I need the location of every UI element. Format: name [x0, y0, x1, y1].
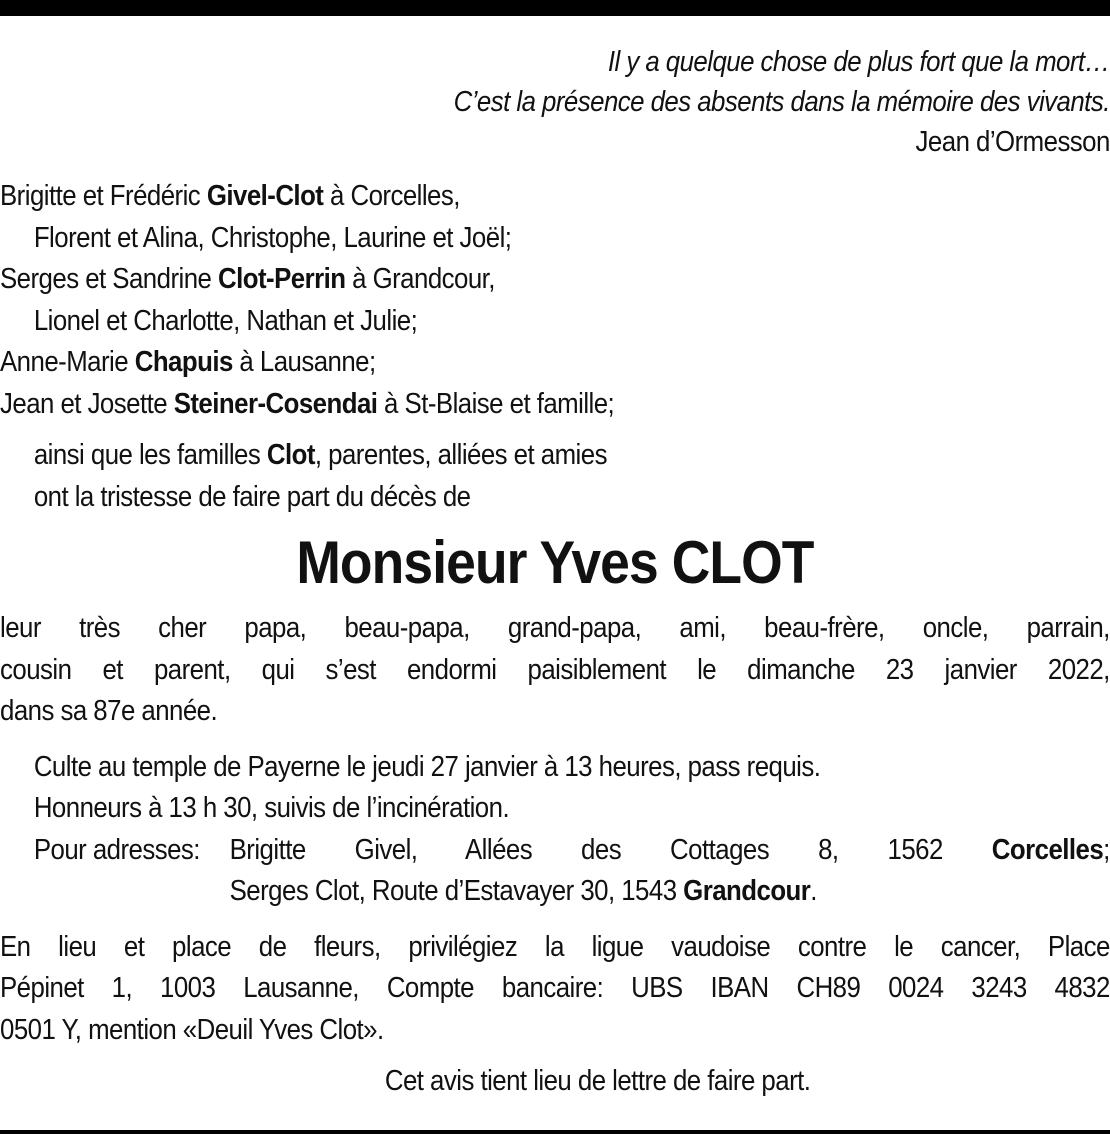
quote-line-1: Il y a quelque chose de plus fort que la mort…	[607, 46, 1110, 78]
top-border	[0, 0, 1110, 16]
description	[0, 608, 1110, 733]
family-surname: Steiner-Cosendai	[173, 387, 378, 420]
closing-note: Cet avis tient lieu de lettre de faire part.	[384, 1065, 811, 1097]
address-line: Serges Clot, Route d’Estavayer 30, 1543 Grandcour.	[229, 875, 817, 907]
deceased-name: Monsieur Yves CLOT	[296, 529, 814, 596]
family-surname: Chapuis	[134, 346, 233, 378]
donation-line: Pépinet 1, 1003 Lausanne, Compte bancaire: UBS IBAN CH89 0024 3243 4832	[0, 972, 1110, 1004]
address-locality: Grandcour	[683, 875, 811, 907]
family-surname: Clot	[266, 439, 315, 471]
donation-line: 0501 Y, mention «Deuil Yves Clot».	[0, 1013, 384, 1046]
family-children: Florent et Alina, Christophe, Laurine et Joël;	[33, 221, 512, 254]
description-line: dans sa 87e année.	[0, 695, 218, 727]
address-line: Brigitte Givel, Allées des Cottages 8, 1562 Corcelles;	[229, 833, 1110, 866]
epigraph	[0, 42, 1110, 162]
quote-line-2: C’est la présence des absents dans la mémoire des vivants.	[453, 86, 1110, 118]
also-families: ainsi que les familles Clot, parentes, alliées et amies	[33, 439, 607, 471]
description-line: leur très cher papa, beau-papa, grand-papa, ami, beau-frère, oncle, parrain,	[0, 612, 1110, 644]
family-line: Jean et Josette Steiner-Cosendai à St-Blaise et famille;	[0, 387, 615, 420]
bottom-border	[0, 1130, 1110, 1134]
quote-author: Jean d’Ormesson	[915, 126, 1110, 158]
family-list	[0, 176, 1110, 425]
addresses	[0, 830, 1110, 913]
family-surname: Clot-Perrin	[217, 263, 346, 295]
ceremony-line: Honneurs à 13 h 30, suivis de l’incinération.	[33, 792, 510, 824]
ceremony-line: Culte au temple de Payerne le jeudi 27 janvier à 13 heures, pass requis.	[33, 750, 821, 783]
donation-info	[0, 927, 1110, 1052]
description-line: cousin et parent, qui s’est endormi paisiblement le dimanche 23 janvier 2022,	[0, 653, 1110, 686]
announcement	[0, 435, 1110, 518]
announcement-text: ont la tristesse de faire part du décès de	[33, 480, 471, 513]
obituary-notice	[0, 42, 1110, 1103]
family-children: Lionel et Charlotte, Nathan et Julie;	[33, 304, 418, 337]
address-locality: Corcelles	[991, 833, 1104, 866]
ceremony-info	[0, 747, 1110, 830]
family-line: Brigitte et Frédéric Givel-Clot à Corcelles,	[0, 180, 460, 212]
addresses-label: Pour adresses:	[33, 833, 200, 866]
family-line: Serges et Sandrine Clot-Perrin à Grandcour,	[0, 263, 495, 295]
donation-line: En lieu et place de fleurs, privilégiez la ligue vaudoise contre le cancer, Place	[0, 930, 1110, 963]
family-surname: Givel-Clot	[206, 180, 324, 212]
family-line: Anne-Marie Chapuis à Lausanne;	[0, 346, 376, 378]
